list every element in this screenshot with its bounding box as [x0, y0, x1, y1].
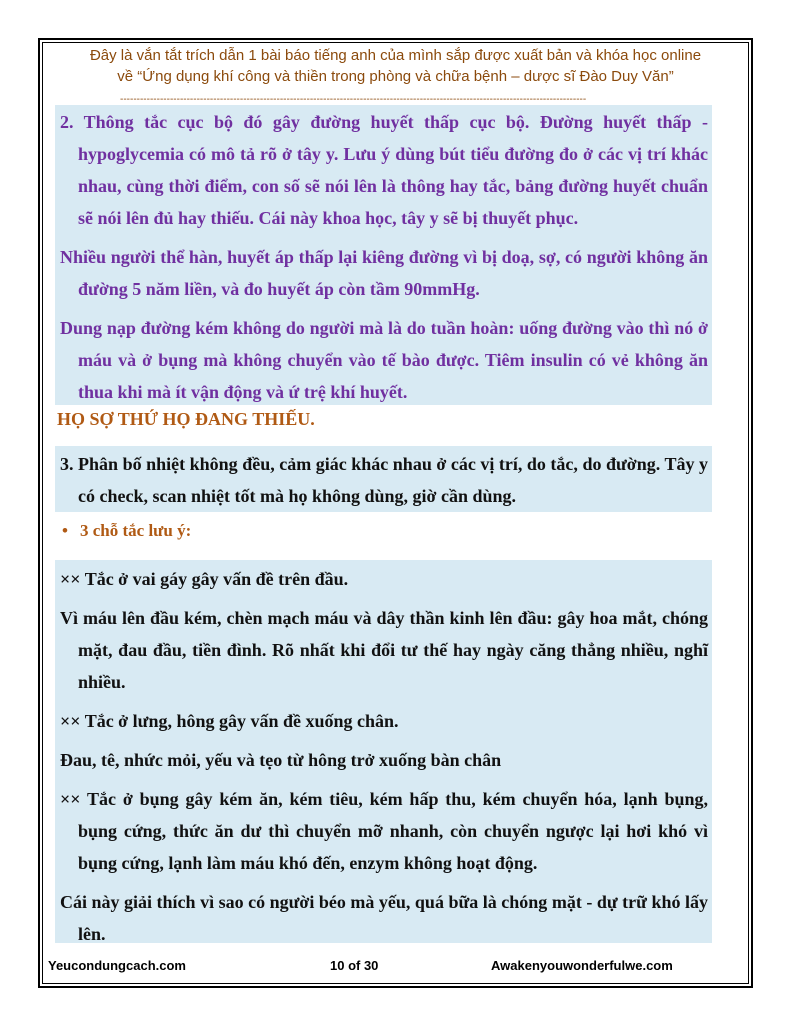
bullet-icon: •	[62, 521, 68, 540]
paragraph-back-blockage: ×× Tắc ở lưng, hông gây vấn đề xuống chân.	[60, 711, 399, 731]
bullet-text: 3 chỗ tắc lưu ý:	[80, 521, 192, 540]
paragraph-neck-blockage: ×× Tắc ở vai gáy gây vấn đề trên đầu.	[60, 569, 349, 589]
footer-page-number: 10 of 30	[330, 958, 379, 973]
section-3-highlight	[55, 560, 712, 943]
footer-site-left: Yeucondungcach.com	[48, 958, 186, 973]
header-line-2: về “Ứng dụng khí công và thiền trong phòng và chữa bệnh – dược sĩ Đào Duy Văn”	[117, 68, 674, 85]
page-header	[44, 45, 747, 87]
section-heading: HỌ SỢ THỨ HỌ ĐANG THIẾU.	[57, 409, 315, 429]
paragraph-abdomen-blockage: ×× Tắc ở bụng gây kém ăn, kém tiêu, kém hấp thu, kém chuyển hóa, lạnh bụng, bụng cứng, thức ăn dư thì chuyển mỡ nhanh, còn chuyển ngược lại hơi khó vì bụng cứng, lạnh làm máu khó đến, enzym không hoạt động.	[60, 789, 708, 873]
section-1-highlight	[55, 105, 712, 405]
bullet-item	[62, 521, 191, 541]
header-divider: --------------------------------------------------------------------------------------------------------------------------------------------	[120, 94, 587, 105]
paragraph-point-2: 2. Thông tắc cục bộ đó gây đường huyết thấp cục bộ. Đường huyết thấp - hypoglycemia có mô tả rõ ở tây y. Lưu ý dùng bút tiểu đường đo ở các vị trí khác nhau, cùng thời điểm, con số sẽ nói lên là thông hay tắc, bảng đường huyết chuẩn sẽ nói lên đủ hay thiếu. Cái này khoa học, tây y sẽ bị thuyết phục.	[60, 112, 708, 228]
paragraph-sugar-tolerance: Dung nạp đường kém không do người mà là do tuần hoàn: uống đường vào thì nó ở máu và ở bụng mà không chuyển vào tế bào được. Tiêm insulin có vẻ không ăn thua khi mà ít vận động và ứ trệ khí huyết.	[60, 318, 708, 402]
paragraph-point-3: 3. Phân bố nhiệt không đều, cảm giác khác nhau ở các vị trí, do tắc, do đường. Tây y có check, scan nhiệt tốt mà họ không dùng, giờ cần dùng.	[60, 454, 708, 506]
footer-site-right: Awakenyouwonderfulwe.com	[491, 958, 673, 973]
paragraph-leg-symptoms: Đau, tê, nhức mỏi, yếu và tẹo từ hông trở xuống bàn chân	[60, 750, 502, 770]
paragraph-head-symptoms: Vì máu lên đầu kém, chèn mạch máu và dây thần kinh lên đầu: gây hoa mắt, chóng mặt, đau đầu, tiền đình. Rõ nhất khi đổi tư thế hay ngày căng thẳng nhiều, nghĩ nhiều.	[60, 608, 708, 692]
paragraph-low-blood-pressure: Nhiều người thể hàn, huyết áp thấp lại kiêng đường vì bị doạ, sợ, có người không ăn đường 5 năm liền, và đo huyết áp còn tầm 90mmHg.	[60, 247, 708, 299]
section-2-highlight	[55, 446, 712, 512]
header-line-1: Đây là vắn tắt trích dẫn 1 bài báo tiếng anh của mình sắp được xuất bản và khóa học online	[89, 47, 702, 64]
paragraph-explanation: Cái này giải thích vì sao có người béo mà yếu, quá bữa là chóng mặt - dự trữ khó lấy lên.	[60, 892, 708, 944]
